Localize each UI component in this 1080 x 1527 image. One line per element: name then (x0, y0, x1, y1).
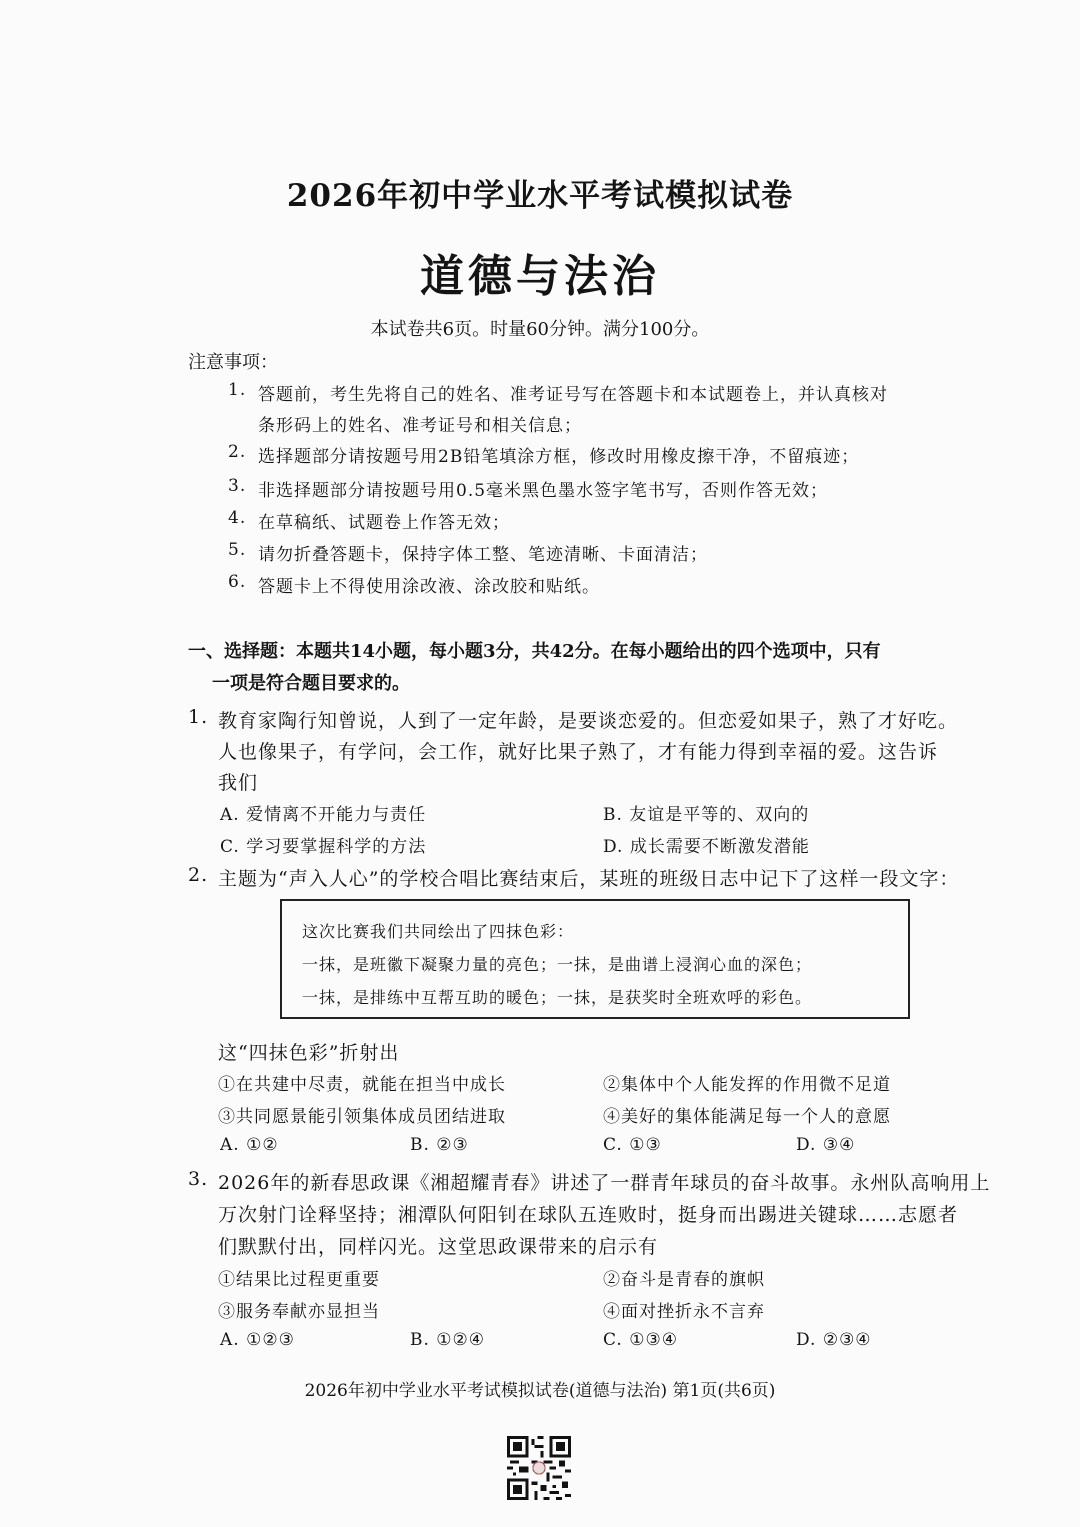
note-number: 5. (228, 540, 247, 560)
option-c: C. 学习要掌握科学的方法 (220, 837, 427, 857)
note-text: 条形码上的姓名、准考证号和相关信息； (258, 416, 582, 436)
option-d: D. ③④ (796, 1135, 856, 1155)
box-line: 一抹，是班徽下凝聚力量的亮色；一抹，是曲谱上浸润心血的深色； (302, 955, 813, 974)
question-stem: 主题为“声入人心”的学校合唱比赛结束后，某班的班级日志中记下了这样一段文字： (218, 868, 960, 890)
note-text: 在草稿纸、试题卷上作答无效； (258, 513, 510, 533)
statement: ①结果比过程更重要 (218, 1270, 380, 1290)
box-line: 一抹，是排练中互帮互助的暖色；一抹，是获奖时全班欢呼的彩色。 (302, 988, 813, 1007)
notes-heading: 注意事项： (188, 352, 278, 373)
question-stem: 人也像果子，有学问，会工作，就好比果子熟了，才有能力得到幸福的爱。这告诉 (218, 741, 939, 763)
section-heading: 一、选择题：本题共14小题，每小题3分，共42分。在每小题给出的四个选项中，只有 (188, 641, 881, 662)
section-heading-cont: 一项是符合题目要求的。 (212, 673, 410, 694)
exam-meta: 本试卷共6页。时量60分钟。满分100分。 (370, 319, 710, 340)
subject-title: 道德与法治 (420, 251, 660, 302)
exam-title: 2026年初中学业水平考试模拟试卷 (286, 178, 794, 214)
note-text: 请勿折叠答题卡，保持字体工整、笔迹清晰、卡面清洁； (258, 545, 708, 565)
note-text: 答题卡上不得使用涂改液、涂改胶和贴纸。 (258, 577, 600, 597)
qr-code-icon (507, 1436, 571, 1500)
note-text: 答题前，考生先将自己的姓名、准考证号写在答题卡和本试题卷上，并认真核对 (258, 385, 888, 405)
note-number: 2. (228, 442, 247, 462)
note-text: 选择题部分请按题号用2B铅笔填涂方框，修改时用橡皮擦干净，不留痕迹； (258, 447, 860, 467)
statement: ①在共建中尽责，就能在担当中成长 (218, 1075, 506, 1095)
note-number: 4. (228, 508, 247, 528)
question-stem: 我们 (218, 772, 259, 794)
question-stem: 万次射门诠释坚持；湘潭队何阳钊在球队五连败时，挺身而出踢进关键球……志愿者 (218, 1204, 959, 1226)
statement: ②集体中个人能发挥的作用微不足道 (603, 1075, 891, 1095)
question-number: 2. (188, 864, 209, 886)
option-c: C. ①③④ (603, 1330, 678, 1350)
statement: ③服务奉献亦显担当 (218, 1302, 380, 1322)
option-a: A. ①②③ (220, 1330, 295, 1350)
question-stem: 2026年的新春思政课《湘超耀青春》讲述了一群青年球员的奋斗故事。永州队高响用上 (218, 1172, 991, 1194)
option-b: B. 友谊是平等的、双向的 (603, 805, 810, 825)
question-lead: 这“四抹色彩”折射出 (218, 1042, 400, 1064)
note-number: 3. (228, 476, 247, 496)
statement: ④美好的集体能满足每一个人的意愿 (603, 1107, 891, 1127)
question-number: 1. (188, 706, 209, 728)
option-d: D. 成长需要不断激发潜能 (603, 837, 810, 857)
option-c: C. ①③ (603, 1135, 662, 1155)
note-text: 非选择题部分请按题号用0.5毫米黑色墨水签字笔书写，否则作答无效； (258, 481, 829, 501)
statement: ③共同愿景能引领集体成员团结进取 (218, 1107, 506, 1127)
note-number: 1. (228, 380, 247, 400)
note-number: 6. (228, 572, 247, 592)
statement: ④面对挫折永不言弃 (603, 1302, 765, 1322)
option-a: A. ①② (220, 1135, 279, 1155)
question-stem: 教育家陶行知曾说，人到了一定年龄，是要谈恋爱的。但恋爱如果子，熟了才好吃。 (218, 710, 959, 732)
question-number: 3. (188, 1168, 209, 1190)
option-b: B. ②③ (410, 1135, 469, 1155)
quoted-text-box (280, 899, 910, 1019)
box-line: 这次比赛我们共同绘出了四抹色彩： (302, 922, 575, 941)
option-a: A. 爱情离不开能力与责任 (220, 805, 427, 825)
question-stem: 们默默付出，同样闪光。这堂思政课带来的启示有 (218, 1236, 659, 1258)
option-d: D. ②③④ (796, 1330, 872, 1350)
option-b: B. ①②④ (410, 1330, 486, 1350)
statement: ②奋斗是青春的旗帜 (603, 1270, 765, 1290)
page-footer: 2026年初中学业水平考试模拟试卷(道德与法治) 第1页(共6页) (304, 1381, 776, 1401)
